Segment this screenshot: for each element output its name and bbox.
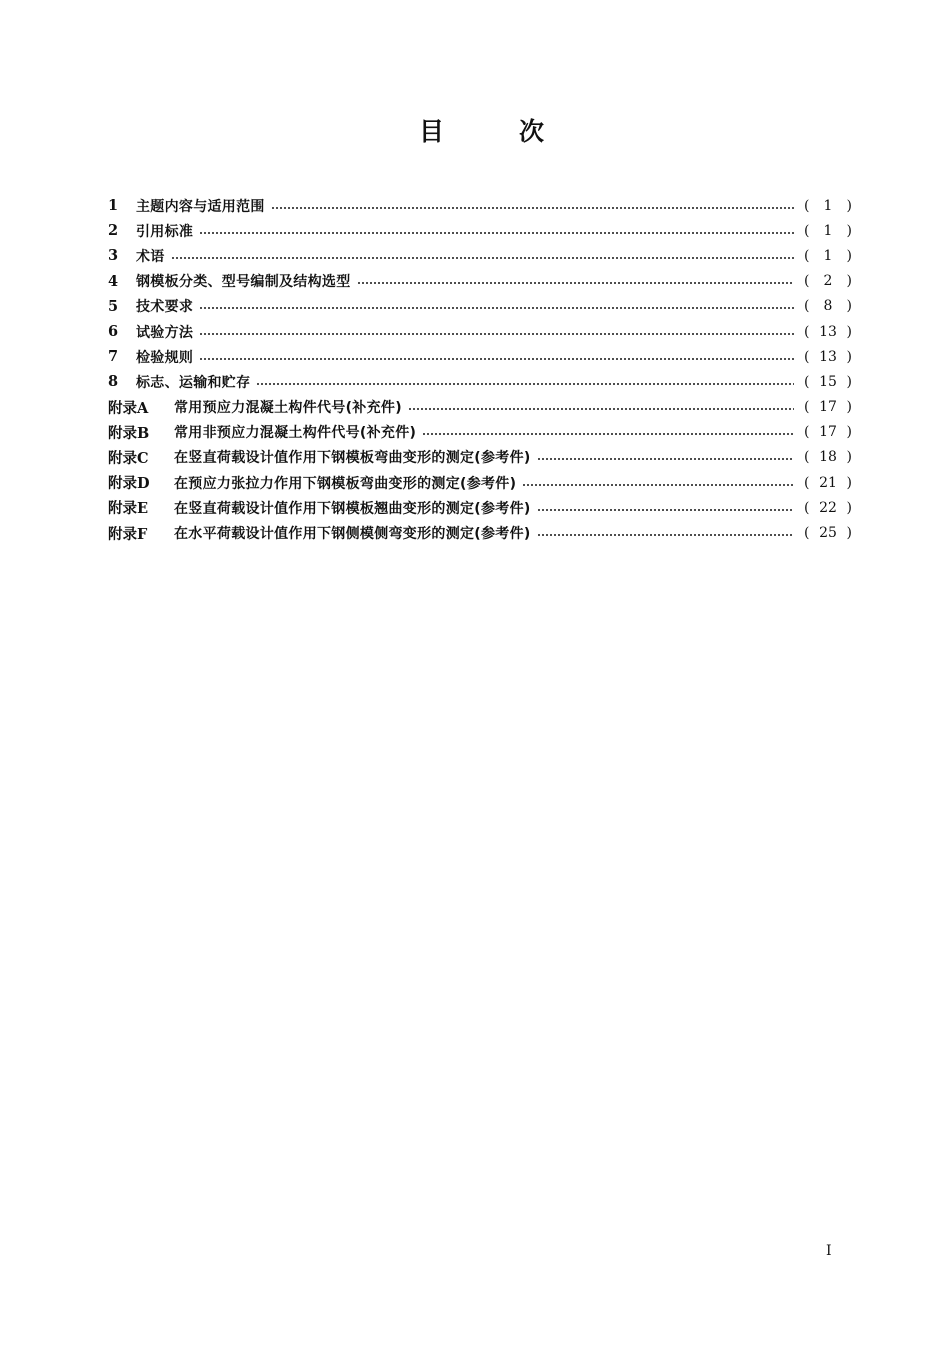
paren-close: ) xyxy=(846,247,852,264)
toc-entry-appendix[interactable] xyxy=(108,495,852,520)
toc-entry-page-number: 8 xyxy=(823,298,833,315)
dot-leader xyxy=(537,507,794,513)
dot-leader xyxy=(422,431,794,437)
toc-entry[interactable] xyxy=(108,218,852,243)
toc-entry-appendix[interactable] xyxy=(108,445,852,470)
toc-entry-title: 技术要求 xyxy=(136,299,194,316)
toc-entry-page-number: 17 xyxy=(819,399,837,416)
toc-entry-page xyxy=(804,475,852,491)
toc-entry-title: 主题内容与适用范围 xyxy=(136,198,265,215)
paren-open: ( xyxy=(804,449,810,466)
paren-open: ( xyxy=(804,323,810,340)
toc-entry-page xyxy=(804,525,852,541)
toc-entry-title: 引用标准 xyxy=(136,223,194,240)
paren-close: ) xyxy=(846,449,852,466)
paren-open: ( xyxy=(804,399,810,416)
toc-entry-page xyxy=(804,449,852,465)
toc-entry-page xyxy=(804,424,852,440)
paren-close: ) xyxy=(846,373,852,390)
paren-open: ( xyxy=(804,348,810,365)
toc-entry-page-number: 21 xyxy=(819,474,837,491)
paren-close: ) xyxy=(846,323,852,340)
toc-entry-page xyxy=(804,273,852,289)
paren-open: ( xyxy=(804,298,810,315)
paren-close: ) xyxy=(846,197,852,214)
toc-entry-appendix[interactable] xyxy=(108,395,852,420)
toc-entry-number: 8 xyxy=(108,373,119,391)
toc-entry-page-number: 17 xyxy=(819,424,837,441)
toc-entry-title: 在竖直荷载设计值作用下钢模板翘曲变形的测定(参考件) xyxy=(174,500,531,517)
toc-entry-number: 4 xyxy=(108,272,119,290)
page-title-char-1: 目 xyxy=(419,117,445,146)
toc-entry-number: 附录B xyxy=(108,424,150,442)
paren-open: ( xyxy=(804,424,810,441)
page-title-char-2: 次 xyxy=(519,117,545,146)
paren-open: ( xyxy=(804,197,810,214)
toc-entry[interactable] xyxy=(108,193,852,218)
toc-entry-page xyxy=(804,500,852,516)
toc-entry-page-number: 25 xyxy=(819,525,837,542)
paren-open: ( xyxy=(804,247,810,264)
toc-entry-number: 附录A xyxy=(108,399,149,417)
toc-entry[interactable] xyxy=(108,243,852,268)
paren-close: ) xyxy=(846,222,852,239)
toc-entry-page-number: 13 xyxy=(819,323,837,340)
dot-leader xyxy=(408,406,794,412)
paren-close: ) xyxy=(846,273,852,290)
toc-entry-number: 附录E xyxy=(108,500,149,518)
dot-leader xyxy=(199,230,794,236)
toc-entry-page-number: 1 xyxy=(823,197,833,214)
paren-close: ) xyxy=(846,474,852,491)
toc-entry-page-number: 1 xyxy=(823,222,833,239)
toc-entry-title: 在水平荷载设计值作用下钢侧模侧弯变形的测定(参考件) xyxy=(174,526,531,543)
toc-entry-number: 附录F xyxy=(108,525,148,543)
paren-open: ( xyxy=(804,373,810,390)
toc-entry-page xyxy=(804,298,852,314)
toc-entry-number: 6 xyxy=(108,323,119,341)
paren-close: ) xyxy=(846,399,852,416)
toc-entry[interactable] xyxy=(108,294,852,319)
paren-open: ( xyxy=(804,525,810,542)
toc-entry-page xyxy=(804,374,852,390)
toc-entry-title: 术语 xyxy=(136,248,165,265)
toc-entry-page-number: 2 xyxy=(823,273,833,290)
toc-entry[interactable] xyxy=(108,269,852,294)
toc-entry-number: 7 xyxy=(108,348,119,366)
toc-entry-title: 常用预应力混凝土构件代号(补充件) xyxy=(174,400,402,417)
dot-leader xyxy=(256,381,794,387)
toc-entry-page-number: 15 xyxy=(819,373,837,390)
toc-entry-page-number: 22 xyxy=(819,499,837,516)
toc-entry[interactable] xyxy=(108,369,852,394)
toc-entry-title: 在预应力张拉力作用下钢模板弯曲变形的测定(参考件) xyxy=(174,475,517,492)
paren-close: ) xyxy=(846,298,852,315)
toc-entry-page-number: 1 xyxy=(823,247,833,264)
toc-entry-title: 试验方法 xyxy=(136,324,194,341)
toc-entry[interactable] xyxy=(108,344,852,369)
dot-leader xyxy=(199,356,794,362)
paren-open: ( xyxy=(804,474,810,491)
toc-entry-title: 标志、运输和贮存 xyxy=(136,374,251,391)
toc-entry-page-number: 18 xyxy=(819,449,837,466)
table-of-contents xyxy=(108,193,852,546)
paren-open: ( xyxy=(804,499,810,516)
toc-entry-page xyxy=(804,399,852,415)
toc-entry-page xyxy=(804,198,852,214)
toc-entry-title: 钢模板分类、型号编制及结构选型 xyxy=(136,274,351,291)
paren-open: ( xyxy=(804,273,810,290)
paren-close: ) xyxy=(846,348,852,365)
paren-open: ( xyxy=(804,222,810,239)
dot-leader xyxy=(171,255,794,261)
page-title xyxy=(0,112,950,152)
toc-entry-page xyxy=(804,248,852,264)
toc-entry-number: 附录D xyxy=(108,475,150,493)
page-number: I xyxy=(826,1243,832,1259)
dot-leader xyxy=(271,205,794,211)
paren-close: ) xyxy=(846,499,852,516)
toc-entry-appendix[interactable] xyxy=(108,520,852,545)
toc-entry-number: 附录C xyxy=(108,449,149,467)
toc-entry-appendix[interactable] xyxy=(108,470,852,495)
toc-entry-page xyxy=(804,349,852,365)
dot-leader xyxy=(537,456,794,462)
toc-entry-title: 常用非预应力混凝土构件代号(补充件) xyxy=(174,425,417,442)
toc-entry-title: 在竖直荷载设计值作用下钢模板弯曲变形的测定(参考件) xyxy=(174,450,531,467)
dot-leader xyxy=(357,280,795,286)
toc-entry[interactable] xyxy=(108,319,852,344)
toc-entry-number: 1 xyxy=(108,197,119,215)
dot-leader xyxy=(199,331,794,337)
toc-entry-page xyxy=(804,223,852,239)
toc-entry-page xyxy=(804,324,852,340)
dot-leader xyxy=(537,532,794,538)
toc-entry-number: 2 xyxy=(108,222,119,240)
toc-entry-appendix[interactable] xyxy=(108,420,852,445)
toc-entry-title: 检验规则 xyxy=(136,349,194,366)
toc-entry-number: 5 xyxy=(108,297,119,315)
paren-close: ) xyxy=(846,525,852,542)
toc-entry-page-number: 13 xyxy=(819,348,837,365)
dot-leader xyxy=(522,482,794,488)
toc-entry-number: 3 xyxy=(108,247,119,265)
dot-leader xyxy=(199,305,794,311)
paren-close: ) xyxy=(846,424,852,441)
